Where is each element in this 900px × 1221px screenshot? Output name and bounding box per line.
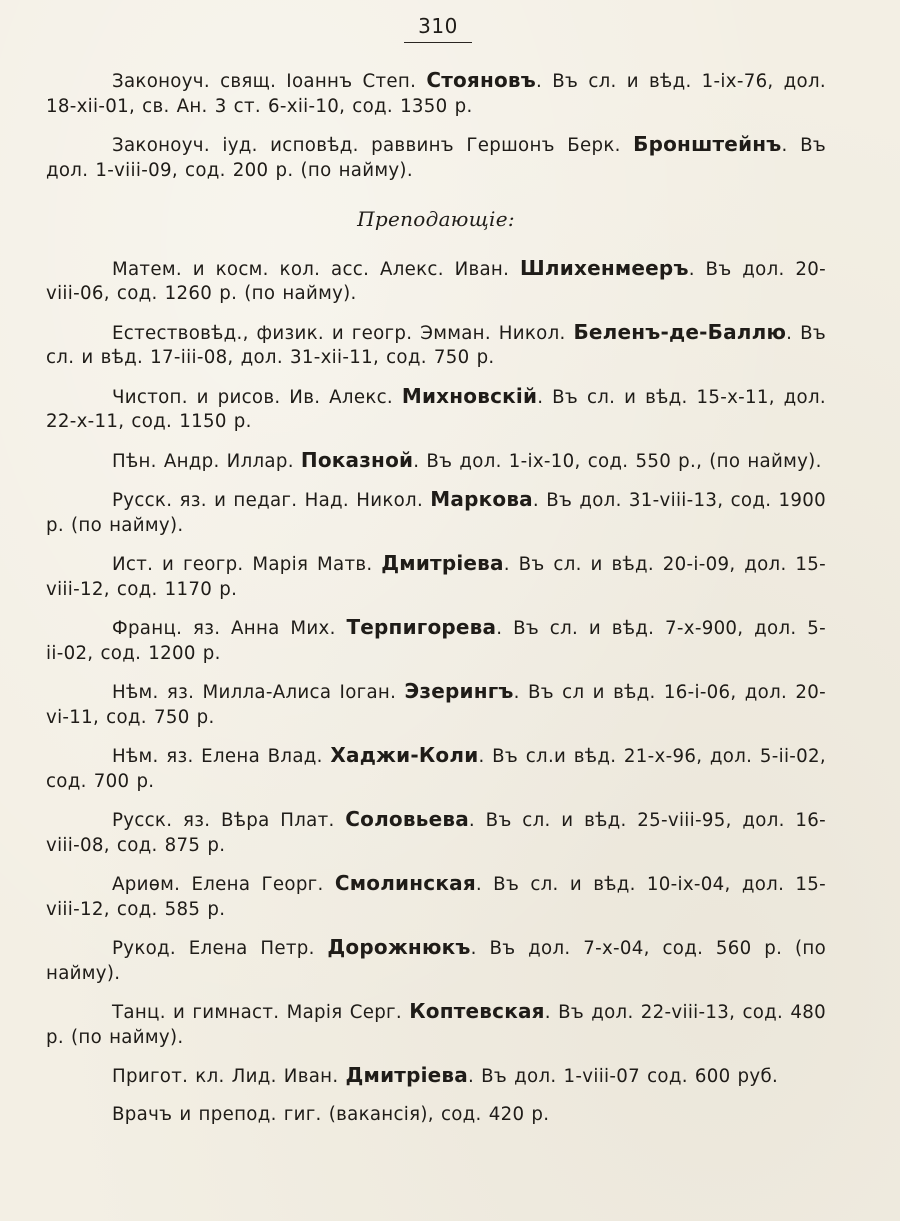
entry-text: . Въ дол. 1-іх-10, сод. 550 р., (по найму). <box>413 450 822 472</box>
entry-surname: Хаджи-Коли <box>330 743 479 767</box>
entry-surname: Беленъ-де-Баллю <box>573 319 787 344</box>
entry-text: Танц. и гимнаст. Марія Серг. <box>112 1002 410 1023</box>
entry-teacher <box>46 615 826 666</box>
entry-teacher <box>46 871 826 922</box>
entry-text: Чистоп. и рисов. Ив. Алекс. <box>112 386 402 408</box>
entry-teacher <box>46 999 826 1050</box>
entry-teacher <box>46 487 826 538</box>
entry-surname: Коптевская <box>409 999 545 1023</box>
entry-surname: Дорожнюкъ <box>327 935 471 959</box>
entry-teacher <box>46 384 826 435</box>
entry-teacher <box>46 320 826 371</box>
entry-text: . Въ дол. 31-vііі-13, сод. 1900 р. (по найму). <box>46 490 827 536</box>
entry-surname: Дмитріева <box>381 551 504 575</box>
entry-surname: Бронштейнъ <box>633 132 782 156</box>
entry-text: . Въ дол. 20-vііі-06, сод. 1260 р. (по найму). <box>46 258 826 304</box>
entry-surname: Смолинская <box>334 871 476 895</box>
entry-text: . Въ сл. и вѣд. 1-іх-76, дол. 18-хіі-01, св. Ан. 3 ст. 6-хіі-10, сод. 1350 р. <box>46 71 826 117</box>
entry-teacher <box>46 743 826 794</box>
entry-text: . Въ сл. и вѣд. 7-х-900, дол. 5-іі-02, сод. 1200 р. <box>46 618 826 664</box>
page-number: 310 <box>418 14 458 38</box>
entry-text: . Въ дол. 1-vііі-07 сод. 600 руб. <box>467 1066 779 1087</box>
entry-text: Нѣм. яз. Елена Влад. <box>112 746 331 767</box>
entry-surname: Дмитріева <box>345 1063 468 1087</box>
entry-text: . Въ дол. 1-vііі-09, сод. 200 р. (по найму). <box>46 135 826 181</box>
entry-text: . Въ сл. и вѣд. 20-і-09, дол. 15-vііі-12, сод. 1170 р. <box>46 554 826 600</box>
entry-text: . Въ дол. 22-vііі-13, сод. 480 р. (по найму). <box>46 1002 827 1048</box>
entry-text: Естествовѣд., физик. и геогр. Эмман. Никол. <box>112 322 574 344</box>
entry-text: Ариѳм. Елена Георг. <box>112 874 335 895</box>
page-content <box>46 68 826 1140</box>
entry-surname: Показной <box>300 447 414 472</box>
entry-surname: Михновскій <box>401 383 538 408</box>
entry-text: Законоуч. іуд. исповѣд. раввинъ Гершонъ Берк. <box>112 135 634 156</box>
entry-surname: Маркова <box>430 487 533 511</box>
entry-teacher <box>46 1063 826 1090</box>
section-heading-teachers: Преподающіе: <box>357 207 515 231</box>
entry-surname: Шлихенмееръ <box>520 255 689 280</box>
entry-text: . Въ дол. 7-х-04, сод. 560 р. (по найму). <box>46 938 826 984</box>
entry-surname: Терпигорева <box>346 615 497 639</box>
entry-surname: Эзерингъ <box>404 679 514 703</box>
entry-surname: Соловьева <box>345 807 469 831</box>
entry-text: Русск. яз. и педаг. Над. Никол. <box>112 490 431 511</box>
entry-text: Нѣм. яз. Милла-Алиса Іоган. <box>112 682 405 703</box>
entry-surname: Стояновъ <box>426 68 537 92</box>
entry-text: Пригот. кл. Лид. Иван. <box>112 1066 346 1087</box>
entry-text: . Въ сл. и вѣд. 17-ііі-08, дол. 31-хіі-11, сод. 750 р. <box>46 322 826 368</box>
entry-doctor-vacancy <box>46 1103 826 1128</box>
entry-text: . Въ сл. и вѣд. 25-vііі-95, дол. 16-vііі-08, сод. 875 р. <box>46 810 826 856</box>
entry-teacher <box>46 935 826 986</box>
entry-text: . Въ сл и вѣд. 16-і-06, дол. 20-vі-11, сод. 750 р. <box>46 682 826 728</box>
entry-text: Франц. яз. Анна Мих. <box>112 618 347 639</box>
entry-text: Законоуч. свящ. Іоаннъ Степ. <box>112 71 427 92</box>
entry-teacher <box>46 256 826 307</box>
entry-text: Русск. яз. Вѣра Плат. <box>112 810 346 831</box>
entry-text: Ист. и геогр. Марія Матв. <box>112 554 382 575</box>
entry-text: Рукод. Елена Петр. <box>112 938 328 959</box>
entry-text: . Въ сл. и вѣд. 15-х-11, дол. 22-х-11, сод. 1150 р. <box>46 386 826 432</box>
entry-text: Матем. и косм. кол. асс. Алекс. Иван. <box>112 258 520 280</box>
entry-text: . Въ сл.и вѣд. 21-х-96, дол. 5-іі-02, сод. 700 р. <box>46 746 826 792</box>
entry-text: . Въ сл. и вѣд. 10-іх-04, дол. 15-vііі-12, сод. 585 р. <box>46 874 826 920</box>
entry-teacher <box>46 448 826 475</box>
entry-text: Врачъ и препод. гиг. (вакансія), сод. 420 р. <box>112 1103 550 1125</box>
entry-teacher <box>46 679 826 730</box>
entry-law-teacher-stoyanov <box>46 68 826 119</box>
page-number-rule <box>404 42 472 43</box>
entry-text: Пѣн. Андр. Иллар. <box>112 450 301 472</box>
entry-teacher <box>46 807 826 858</box>
entry-teacher <box>46 551 826 602</box>
entry-law-teacher-bronshtein <box>46 132 826 183</box>
